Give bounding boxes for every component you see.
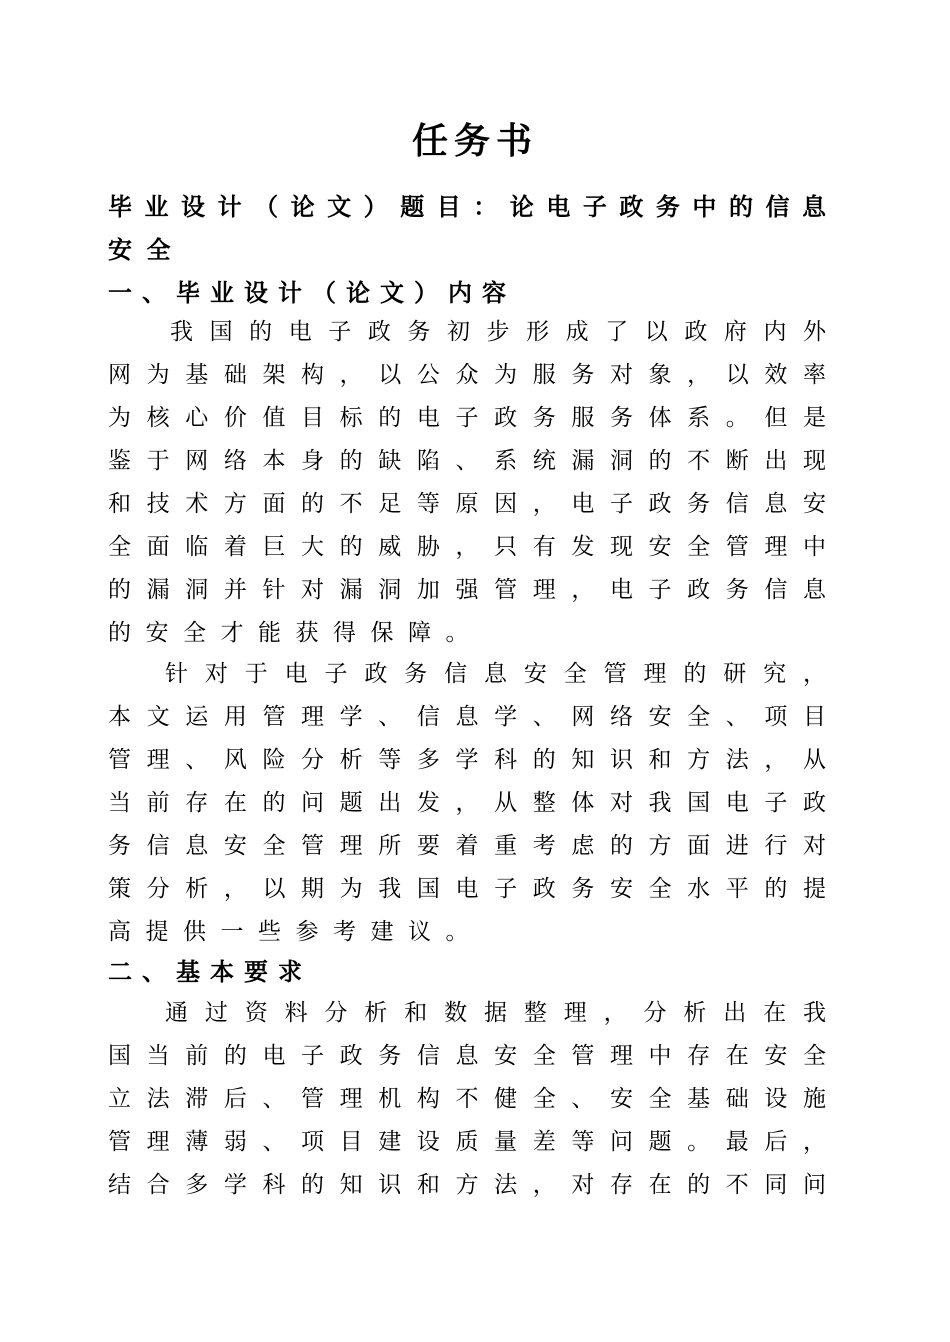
section2-line: 国当前的电子政务信息安全管理中存在安全 xyxy=(108,1043,826,1069)
section1-line: 策分析，以期为我国电子政务安全水平的提 xyxy=(108,876,826,902)
section1-line: 为核心价值目标的电子政务服务体系。但是 xyxy=(108,405,826,431)
section2-line: 结合多学科的知识和方法，对存在的不同问 xyxy=(108,1172,826,1198)
topic-line-2: 安全 xyxy=(108,236,185,264)
section1-line: 的漏洞并针对漏洞加强管理，电子政务信息 xyxy=(108,577,826,603)
section2-line: 管理薄弱、项目建设质量差等问题。最后， xyxy=(108,1129,826,1155)
section1-line: 和技术方面的不足等原因，电子政务信息安 xyxy=(108,491,826,517)
section1-line: 针对于电子政务信息安全管理的研究， xyxy=(165,661,826,687)
section1-line: 全面临着巨大的威胁，只有发现安全管理中 xyxy=(108,534,826,560)
section1-line: 管理、风险分析等多学科的知识和方法，从 xyxy=(108,747,826,773)
section1-line: 网为基础架构，以公众为服务对象，以效率 xyxy=(108,362,826,388)
document-title: 任务书 xyxy=(411,121,538,162)
section1-line: 鉴于网络本身的缺陷、系统漏洞的不断出现 xyxy=(108,448,826,474)
section1-line: 的安全才能获得保障。 xyxy=(108,620,483,646)
section2-heading: 二、基本要求 xyxy=(108,958,312,986)
section1-line: 高提供一些参考建议。 xyxy=(108,919,483,945)
section2-line: 立法滞后、管理机构不健全、安全基础设施 xyxy=(108,1086,826,1112)
section1-line: 我国的电子政务初步形成了以政府内外 xyxy=(170,319,826,345)
section1-line: 当前存在的问题出发，从整体对我国电子政 xyxy=(108,790,826,816)
section1-line: 本文运用管理学、信息学、网络安全、项目 xyxy=(108,704,826,730)
section1-line: 务信息安全管理所要着重考虑的方面进行对 xyxy=(108,833,826,859)
topic-line-1: 毕业设计（论文）题目：论电子政务中的信息 xyxy=(108,193,826,221)
section2-line: 通过资料分析和数据整理，分析出在我 xyxy=(165,1000,826,1026)
section1-heading: 一、毕业设计（论文）内容 xyxy=(108,279,516,307)
